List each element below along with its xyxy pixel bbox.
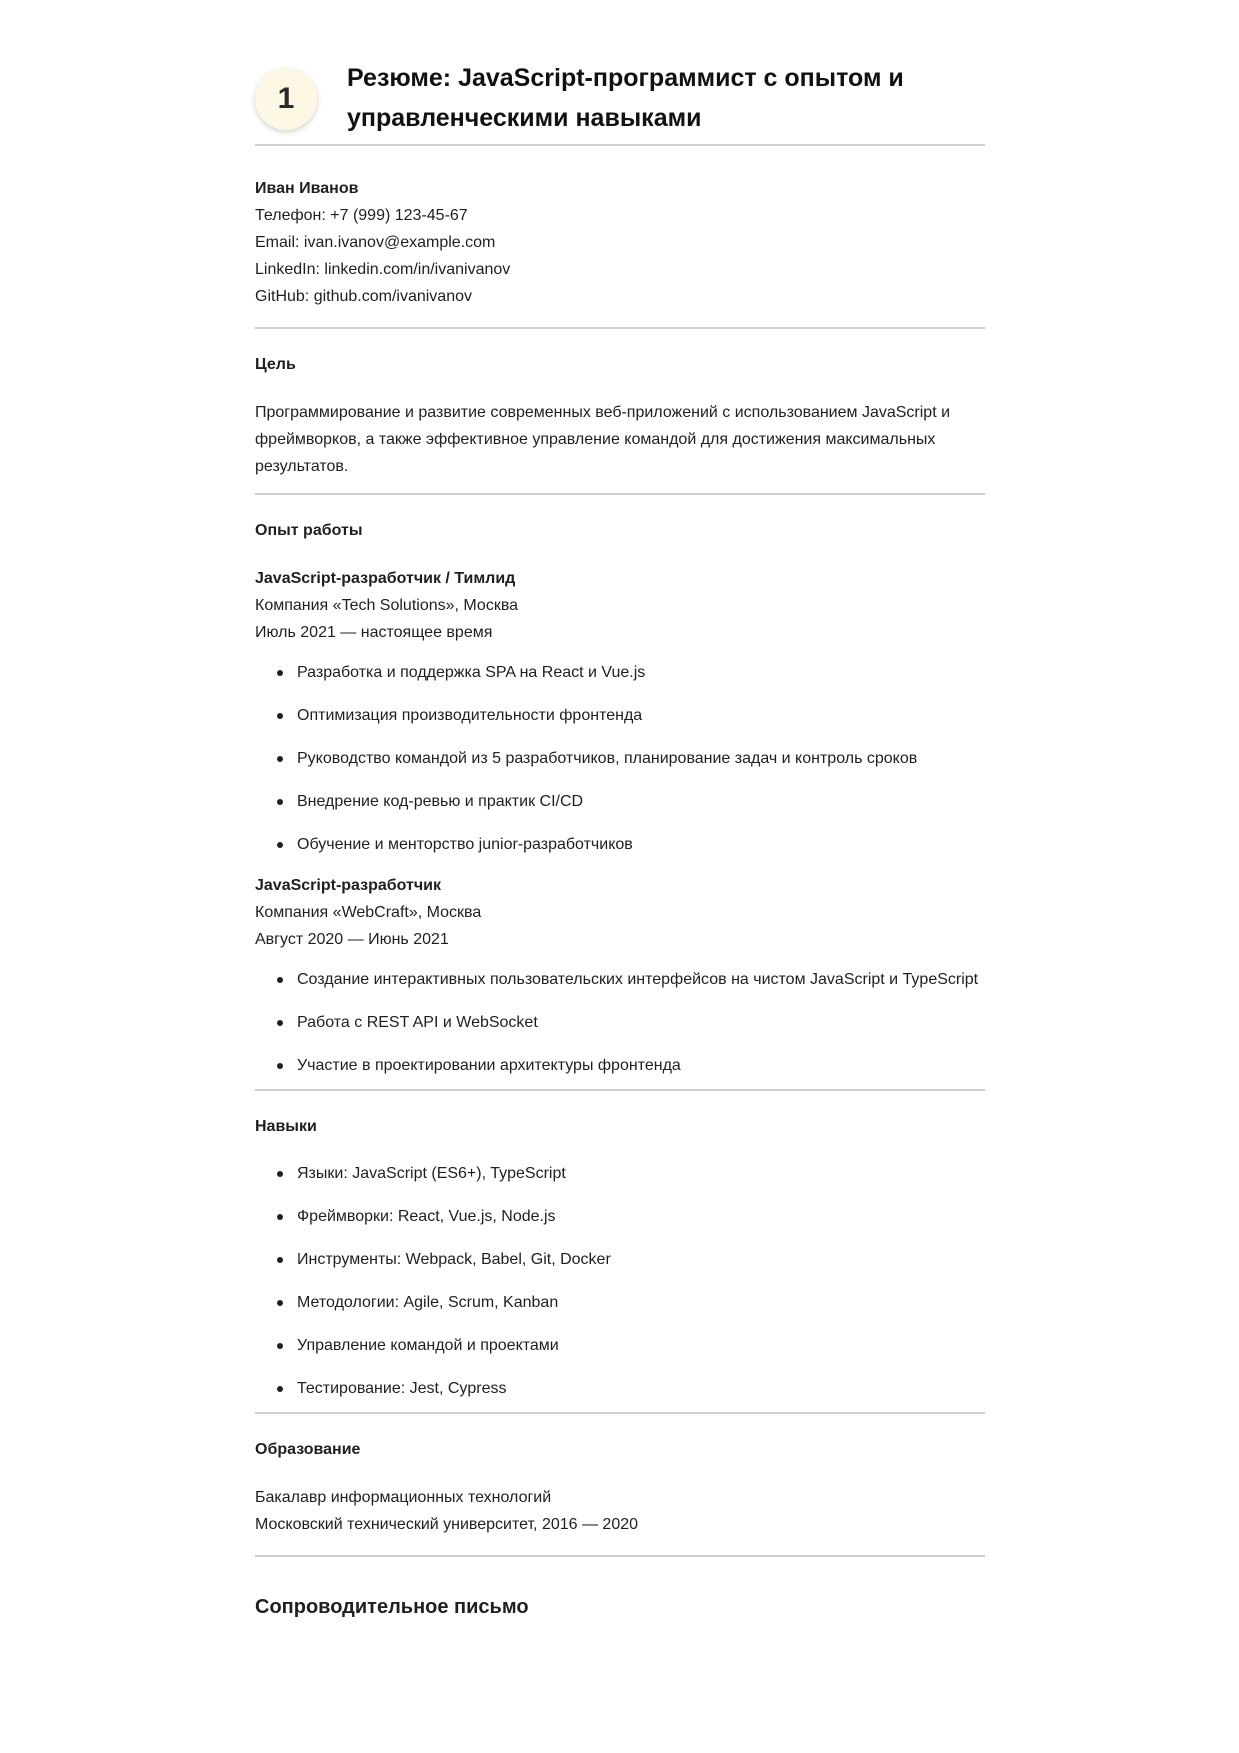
list-item: Управление командой и проектами xyxy=(297,1333,985,1359)
list-item: Участие в проектировании архитектуры фронтенда xyxy=(297,1053,985,1079)
list-item: Разработка и поддержка SPA на React и Vue.js xyxy=(297,660,985,686)
contacts-block xyxy=(255,146,985,327)
job-period: Август 2020 — Июнь 2021 xyxy=(255,931,449,948)
job-company: Компания «Tech Solutions», Москва xyxy=(255,597,519,614)
contact-github: GitHub: github.com/ivanivanov xyxy=(255,288,472,305)
list-item: Создание интерактивных пользовательских интерфейсов на чистом JavaScript и TypeScript xyxy=(297,967,985,993)
contact-phone: Телефон: +7 (999) 123-45-67 xyxy=(255,207,468,224)
page-title: Резюме: JavaScript-программист с опытом и управленческими навыками xyxy=(347,64,904,132)
list-item: Обучение и менторство junior-разработчиков xyxy=(297,832,985,858)
list-item: Фреймворки: React, Vue.js, Node.js xyxy=(297,1204,985,1230)
goal-text: Программирование и развитие современных веб-приложений с использованием JavaScript и фреймворков, а также эффективное управление командой для достижения максимальных результатов. xyxy=(255,404,951,475)
cover-letter-title: Сопроводительное письмо xyxy=(255,1596,529,1618)
job-period: Июль 2021 — настоящее время xyxy=(255,624,493,641)
list-item: Тестирование: Jest, Cypress xyxy=(297,1376,985,1402)
list-item: Языки: JavaScript (ES6+), TypeScript xyxy=(297,1161,985,1187)
contact-email: Email: ivan.ivanov@example.com xyxy=(255,234,496,251)
divider xyxy=(255,144,985,146)
education-details xyxy=(255,1484,985,1538)
goal-section xyxy=(255,329,985,493)
education-university: Московский технический университет, 2016 — 2020 xyxy=(255,1516,639,1533)
job-company: Компания «WebCraft», Москва xyxy=(255,904,482,921)
education-title: Образование xyxy=(255,1441,361,1458)
resume-header xyxy=(255,0,985,146)
contact-linkedin: LinkedIn: linkedin.com/in/ivanivanov xyxy=(255,261,511,278)
candidate-name: Иван Иванов xyxy=(255,180,359,197)
list-item: Методологии: Agile, Scrum, Kanban xyxy=(297,1290,985,1316)
job-duties-list xyxy=(255,967,985,1079)
job-duties-list xyxy=(255,660,985,858)
list-item: Инструменты: Webpack, Babel, Git, Docker xyxy=(297,1247,985,1273)
experience-title: Опыт работы xyxy=(255,522,363,539)
resume-page xyxy=(255,0,985,1622)
list-item: Оптимизация производительности фронтенда xyxy=(297,703,985,729)
list-item: Внедрение код-ревью и практик CI/CD xyxy=(297,789,985,815)
goal-title: Цель xyxy=(255,356,296,373)
skills-section xyxy=(255,1091,985,1402)
skills-title: Навыки xyxy=(255,1118,317,1135)
job-entry xyxy=(255,565,985,858)
list-item: Работа с REST API и WebSocket xyxy=(297,1010,985,1036)
education-section xyxy=(255,1414,985,1555)
job-position: JavaScript-разработчик / Тимлид xyxy=(255,570,516,587)
skills-list xyxy=(255,1161,985,1402)
education-degree: Бакалавр информационных технологий xyxy=(255,1489,552,1506)
section-number-badge: 1 xyxy=(255,68,317,130)
experience-section xyxy=(255,495,985,1079)
job-position: JavaScript-разработчик xyxy=(255,877,441,894)
list-item: Руководство командой из 5 разработчиков, планирование задач и контроль сроков xyxy=(297,746,985,772)
job-entry xyxy=(255,872,985,1079)
